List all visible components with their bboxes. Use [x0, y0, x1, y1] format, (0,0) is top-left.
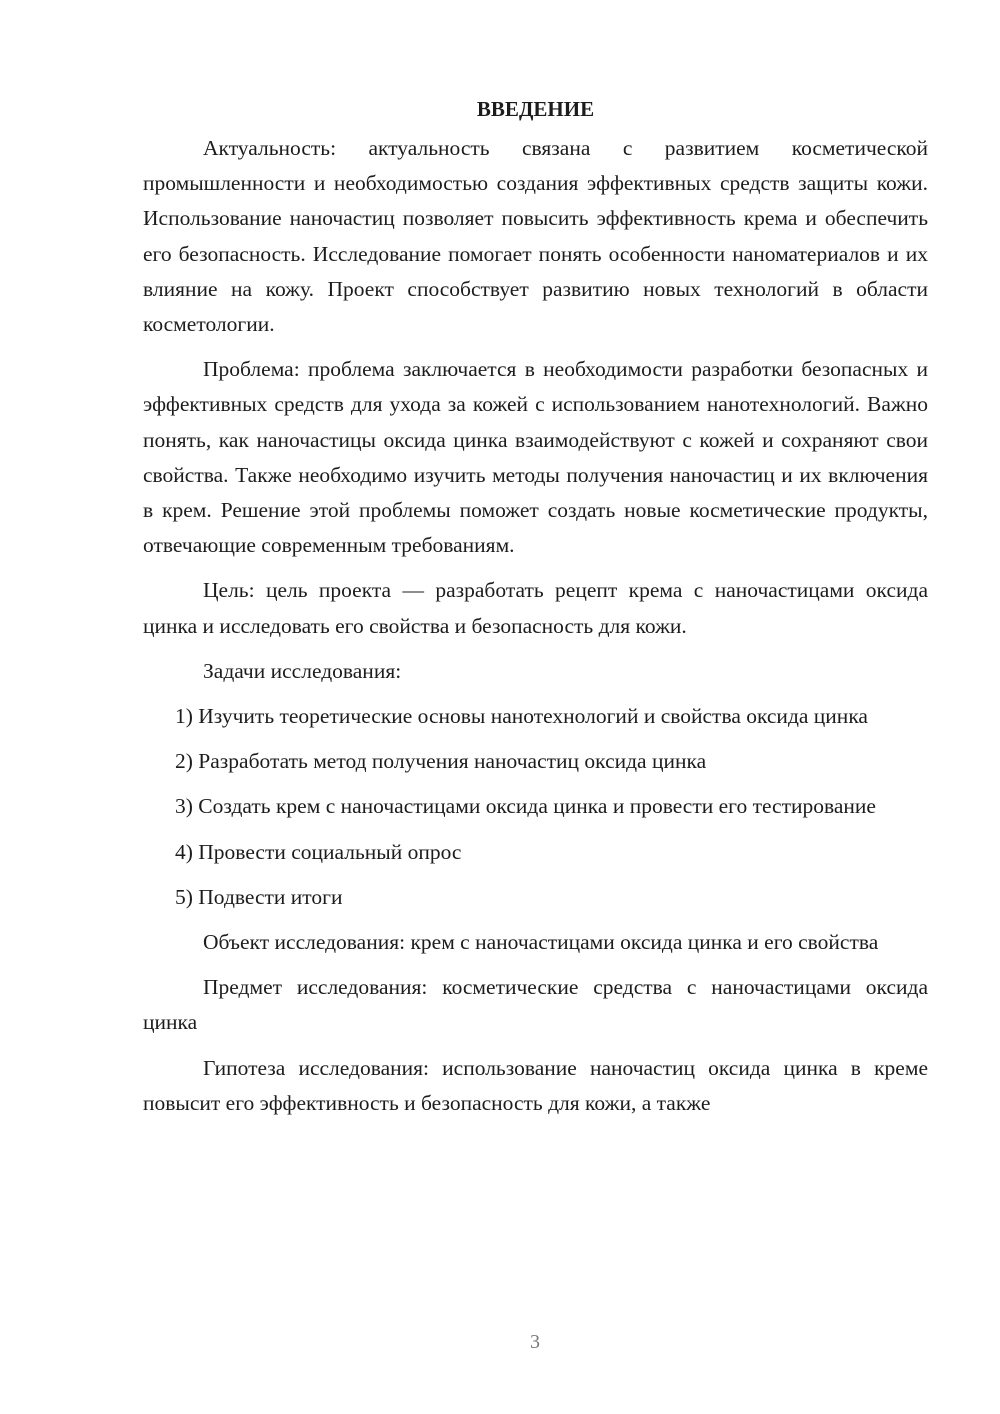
- task-item-2: 2) Разработать метод получения наночастиц оксида цинка: [175, 749, 707, 774]
- document-page: [143, 92, 928, 1131]
- hypothesis-paragraph: Гипотеза исследования: использование наночастиц оксида цинка в креме повысит его эффективность и безопасность для кожи, а также: [143, 1055, 928, 1115]
- task-item-3: 3) Создать крем с наночастицами оксида цинка и провести его тестирование: [175, 794, 876, 819]
- task-item-4: 4) Провести социальный опрос: [175, 839, 462, 864]
- tasks-heading: Задачи исследования:: [203, 658, 402, 683]
- relevance-paragraph: Актуальность: актуальность связана с развитием косметической промышленности и необходимостью создания эффективных средств защиты кожи. Использование наночастиц позволяет повысить эффективность крема и обеспечить его безопасность. Исследование помогает понять особенности наноматериалов и их влияние на кожу. Проект способствует развитию новых технологий в области косметологии.: [143, 136, 928, 337]
- section-title: ВВЕДЕНИЕ: [476, 97, 595, 121]
- task-item-1: 1) Изучить теоретические основы нанотехнологий и свойства оксида цинка: [175, 704, 868, 729]
- goal-paragraph: Цель: цель проекта — разработать рецепт крема с наночастицами оксида цинка и исследовать его свойства и безопасность для кожи.: [143, 578, 928, 638]
- subject-paragraph: Предмет исследования: косметические средства с наночастицами оксида цинка: [143, 975, 928, 1035]
- task-item-5: 5) Подвести итоги: [175, 884, 343, 909]
- object-paragraph: Объект исследования: крем с наночастицами оксида цинка и его свойства: [203, 930, 879, 955]
- page-number: 3: [530, 1331, 540, 1353]
- problem-paragraph: Проблема: проблема заключается в необходимости разработки безопасных и эффективных средств для ухода за кожей с использованием нанотехнологий. Важно понять, как наночастицы оксида цинка взаимодействуют с кожей и сохраняют свои свойства. Также необходимо изучить методы получения наночастиц и их включения в крем. Решение этой проблемы поможет создать новые косметические продукты, отвечающие современным требованиям.: [143, 357, 928, 558]
